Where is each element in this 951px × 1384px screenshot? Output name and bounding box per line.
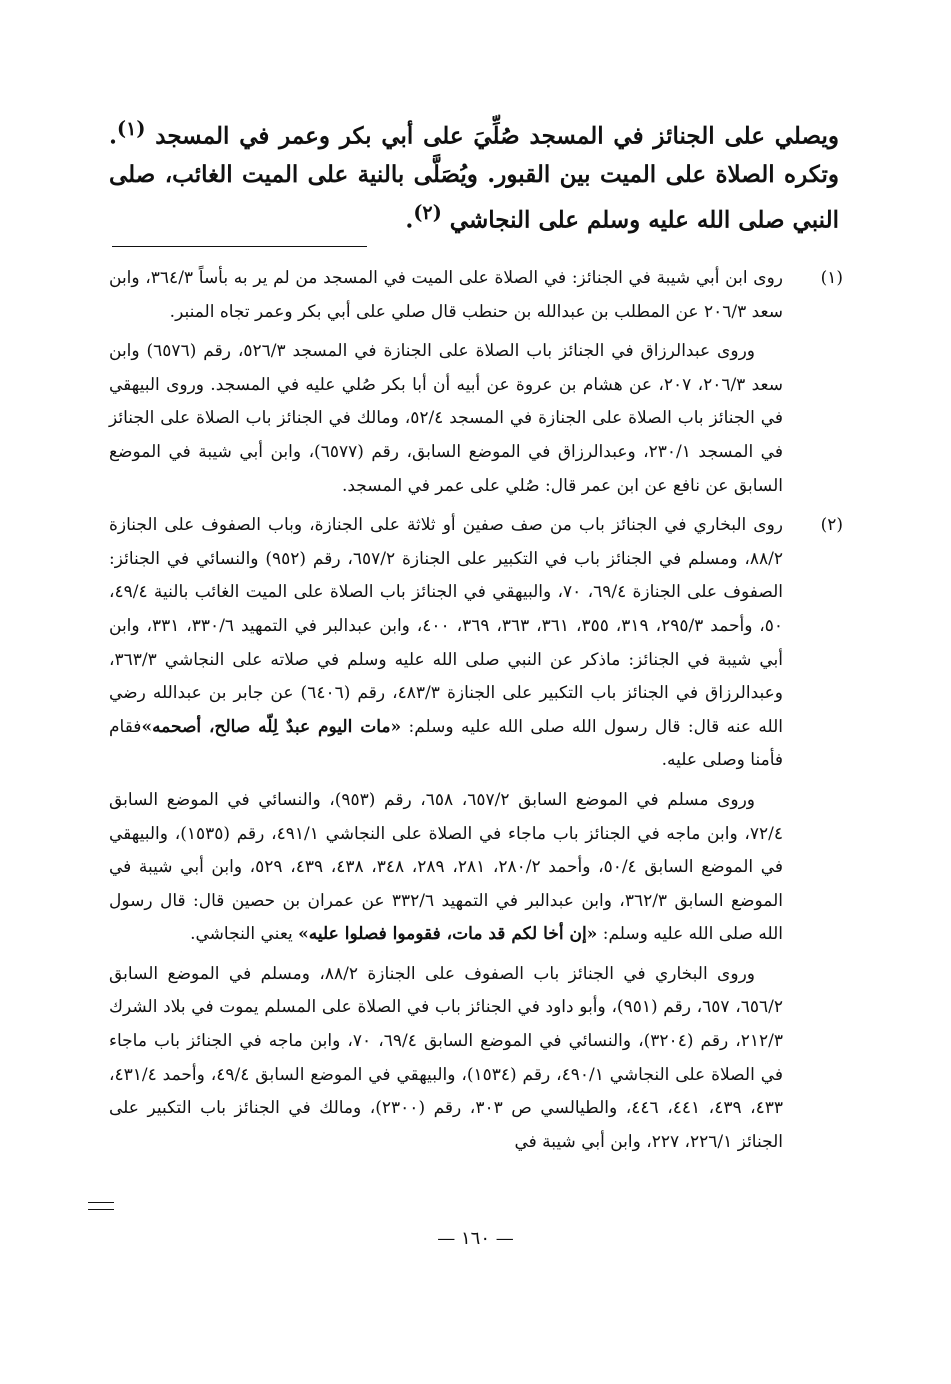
main-text: [109, 110, 839, 239]
main-text-end: .: [405, 206, 414, 234]
footnote-paragraph: روى ابن أبي شيبة في الجنائز: في الصلاة على الميت في المسجد من لم ير به بأساً ٣٦٤/٣، وابن سعد ٢٠٦/٣ عن المطلب بن عبدالله بن حنطب قال صلي على أبي بكر وعمر تجاه المنبر.: [109, 268, 783, 322]
footnotes-section: [109, 262, 843, 1165]
footnote-mark-1: (١): [117, 117, 146, 140]
footnote-text: روى البخاري في الجنائز باب من صف صفين أو ثلاثة على الجنازة، وباب الصفوف على الجنازة ٨٨/٢، ومسلم في الجنائز باب في التكبير على الجنازة ٦٥٧/٢، رقم (٩٥٢) والنسائي في الجنائز: الصفوف على الجنازة ٦٩/٤، ٧٠، والبيهقي في الجنائز باب الصلاة على الميت الغائب بالنية ٤٩/٤، ٥٠، وأحمد ٢٩٥/٣، ٣١٩، ٣٥٥، ٣٦١، ٣٦٣، ٣٦٩، ٤٠٠، وابن عبدالبر في التمهيد ٣٣٠/٦، ٣٣١، وابن أبي شيبة في الجنائز: ماذكر عن النبي صلى الله عليه وسلم في صلاته على النجاشي ٣٦٣/٣، وعبدالرزاق في الجنائز باب التكبير على الجنازة ٤٨٣/٣، رقم (٦٤٠٦) عن جابر بن عبدالله رضي الله عنه قال: قال رسول الله صلى الله عليه وسلم:: [109, 515, 784, 737]
footnote-text: يعني النجاشي.: [190, 924, 299, 945]
hadith-quote: «مات اليوم عبدٌ لِلّه صالح، أصحمه»: [141, 716, 402, 737]
footnote-text: وروى مسلم في الموضع السابق ٦٥٧/٢، ٦٥٨، رقم (٩٥٣)، والنسائي في الموضع السابق ٧٢/٤، وابن ماجه في الجنائز باب ماجاء في الصلاة على النجاشي ٤٩١/١، رقم (١٥٣٥)، والبيهقي في الموضع السابق ٥٠/٤، وأحمد ٢٨٠/٢، ٢٨١، ٢٨٩، ٣٤٨، ٤٣٨، ٤٣٩، ٥٢٩، وابن أبي شيبة في الموضع السابق ٣٦٢/٣، وابن عبدالبر في التمهيد ٣٣٢/٦ عن عمران بن حصين قال: قال رسول الله صلى الله عليه وسلم:: [109, 789, 784, 945]
footnote-paragraph: [109, 784, 783, 952]
main-text-part1: ويصلي على الجنائز في المسجد صُلِّيَ على أبي بكر وعمر في المسجد: [155, 122, 839, 150]
footnote-mark-2: (٢): [413, 200, 442, 224]
footnote-paragraph: [109, 509, 783, 778]
footnote-paragraph: وروى عبدالرزاق في الجنائز باب الصلاة على الجنازة في المسجد ٥٢٦/٣، رقم (٦٥٧٦) وابن سعد ٢٠٦/٣، ٢٠٧، عن هشام بن عروة عن أبيه أن أبا بكر صُلي عليه في المسجد. وروى البيهقي في الجنائز باب الصلاة على الجنازة في المسجد ٥٢/٤، ومالك في الجنائز باب الصلاة على الجنائز في المسجد ٢٣٠/١، وعبدالرزاق في الموضع السابق، رقم (٦٥٧٧)، وابن أبي شيبة في الموضع السابق عن نافع عن ابن عمر قال: صُلي على عمر في المسجد.: [109, 341, 784, 496]
footnote-divider: [112, 246, 367, 247]
footnote-number: (١): [820, 268, 843, 288]
main-text-part2: . وتكره الصلاة على الميت بين القبور. ويُصَلَّى بالنية على الميت الغائب، صلى النبي صلى الله عليه وسلم على النجاشي: [109, 122, 839, 234]
footnote-paragraph: وروى البخاري في الجنائز باب الصفوف على الجنازة ٨٨/٢، ومسلم في الموضع السابق ٦٥٦/٢، ٦٥٧، رقم (٩٥١)، وأبو داود في الجنائز باب في الصلاة على المسلم يموت في بلاد الشرك ٢١٢/٣، رقم (٣٢٠٤)، والنسائي في الموضع السابق ٦٩/٤، ٧٠، وابن ماجه في الجنائز باب ماجاء في الصلاة على النجاشي ٤٩٠/١، رقم (١٥٣٤)، والبيهقي في الموضع السابق ٤٩/٤، وأحمد ٤٣١/٤، ٤٣٣، ٤٣٩، ٤٤١، ٤٤٦، والطيالسي ص ٣٠٣، رقم (٢٣٠٠)، ومالك في الجنائز باب التكبير على الجنائز ٢٢٦/١، ٢٢٧، وابن أبي شيبة في: [109, 963, 784, 1152]
hadith-quote: «إن أخا لكم قد مات، فقوموا فصلوا عليه»: [298, 924, 598, 945]
page-number: — ١٦٠ —: [437, 1228, 514, 1249]
footnote-number: (٢): [820, 515, 843, 536]
continuation-mark: [88, 1202, 114, 1210]
footnote-1: [109, 262, 843, 503]
footnote-text: فقام فأمنا وصلى عليه.: [109, 716, 783, 771]
footnote-2: [109, 509, 843, 1159]
